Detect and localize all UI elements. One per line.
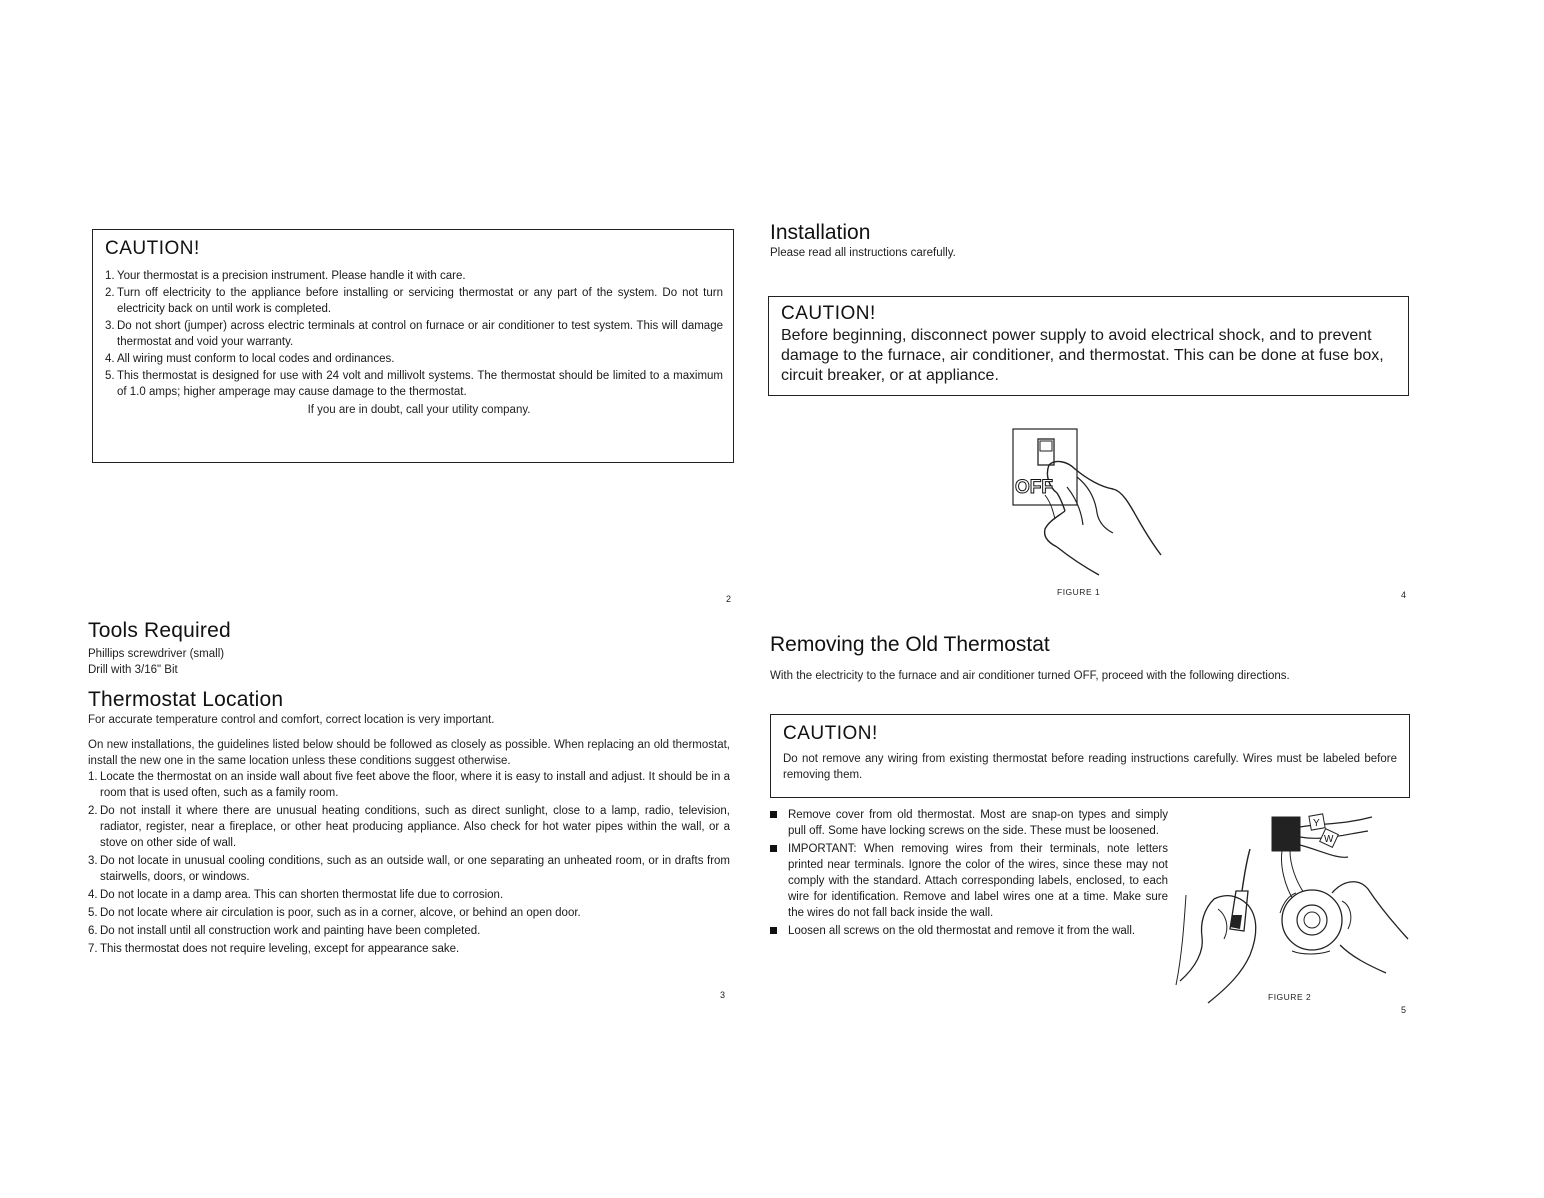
tool-item: Drill with 3/16" Bit	[88, 664, 178, 676]
removal-step	[770, 841, 1168, 921]
list-item	[105, 368, 723, 400]
removal-step-text: Remove cover from old thermostat. Most are snap-on types and simply pull off. Some have locking screws on the side. These must be loosened.	[788, 809, 1168, 837]
list-item-number: 1.	[105, 270, 115, 282]
list-item	[88, 803, 730, 851]
page4-caution-text: Before beginning, disconnect power supply to avoid electrical shock, and to prevent damage to the furnace, air conditioner, and thermostat. This can be done at fuse box, circuit breaker, or at appliance.	[781, 327, 1384, 384]
list-item-number: 1.	[88, 771, 98, 783]
page2-caution-title: CAUTION!	[105, 238, 200, 259]
list-item-text: Do not locate in unusual cooling conditions, such as an outside wall, or one separating an unheated room, or in drafts from stairwells, doors, or windows.	[100, 855, 730, 883]
list-item-text: Turn off electricity to the appliance before installing or servicing thermostat or any part of the system. Do not turn electricity back on until work is completed.	[117, 287, 723, 315]
page4-caution-title: CAUTION!	[781, 303, 876, 324]
wire-label-w-text: W	[1324, 834, 1334, 845]
list-item-number: 5.	[88, 907, 98, 919]
list-item-text: Your thermostat is a precision instrument. Please handle it with care.	[117, 270, 466, 282]
figure-2-caption: FIGURE 2	[1268, 992, 1312, 1002]
page5-caution-text: Do not remove any wiring from existing thermostat before reading instructions carefully. Wires must be labeled before removing them.	[783, 753, 1397, 781]
page4-number: 4	[1401, 590, 1407, 600]
list-item-number: 2.	[88, 805, 98, 817]
list-item	[105, 318, 723, 350]
page3-content	[88, 619, 730, 959]
list-item-text: This thermostat does not require leveling, except for appearance sake.	[100, 943, 460, 955]
tool-item: Phillips screwdriver (small)	[88, 648, 225, 660]
old-thermostat	[1282, 890, 1342, 950]
page2-doubt-note: If you are in doubt, call your utility company.	[307, 404, 531, 416]
list-item-number: 4.	[105, 353, 115, 365]
page5-caution-title: CAUTION!	[783, 723, 878, 744]
list-item	[88, 941, 730, 957]
page2-caution-box	[92, 229, 734, 463]
list-item-text: Do not locate in a damp area. This can shorten thermostat life due to corrosion.	[100, 889, 504, 901]
list-item	[105, 285, 723, 317]
list-item-number: 2.	[105, 287, 115, 299]
wire-label-y-text: Y	[1313, 818, 1320, 829]
figure-1-illustration	[1005, 425, 1175, 585]
list-item-number: 3.	[105, 320, 115, 332]
location-list	[88, 769, 730, 957]
list-item	[88, 853, 730, 885]
figure-1-caption: FIGURE 1	[1057, 587, 1101, 597]
screwdriver-icon	[1242, 849, 1250, 891]
list-item	[105, 351, 723, 367]
list-item-text: Locate the thermostat on an inside wall about five feet above the floor, where it is easy to install and adjust. It should be in a room that is used often, such as a family room.	[100, 771, 730, 799]
location-heading: Thermostat Location	[88, 688, 284, 711]
list-item-number: 6.	[88, 925, 98, 937]
location-intro: For accurate temperature control and comfort, correct location is very important.	[88, 714, 495, 726]
list-item-number: 3.	[88, 855, 98, 867]
switch-off-label: OFF	[1015, 477, 1053, 498]
list-item	[88, 769, 730, 801]
page5-caution-box	[770, 714, 1410, 798]
list-item-text: Do not install it where there are unusual heating conditions, such as direct sunlight, close to a lamp, radio, television, radiator, register, near a fireplace, or other heat producing appliance. Also check for hot water pipes within the wall, or a stove on other side of wall.	[100, 805, 730, 849]
removing-intro: With the electricity to the furnace and air conditioner turned OFF, proceed with the following directions.	[770, 670, 1290, 682]
list-item-number: 7.	[88, 943, 98, 955]
bullet-square-icon	[770, 811, 777, 818]
list-item	[88, 887, 730, 903]
page5-number: 5	[1401, 1005, 1407, 1015]
page2-caution-list	[105, 268, 723, 400]
list-item-number: 5.	[105, 370, 115, 382]
list-item-text: All wiring must conform to local codes and ordinances.	[117, 353, 395, 365]
list-item-number: 4.	[88, 889, 98, 901]
removal-step	[770, 807, 1168, 839]
installation-subtext: Please read all instructions carefully.	[770, 247, 956, 259]
list-item	[88, 905, 730, 921]
bullet-square-icon	[770, 927, 777, 934]
list-item-text: Do not short (jumper) across electric terminals at control on furnace or air conditioner to test system. This will damage thermostat and void your warranty.	[117, 320, 723, 348]
wall-box	[1272, 817, 1300, 851]
bullet-square-icon	[770, 845, 777, 852]
removing-heading: Removing the Old Thermostat	[770, 633, 1050, 656]
removal-steps	[770, 807, 1168, 941]
right-hand-icon	[1332, 882, 1408, 939]
removal-step-text: Loosen all screws on the old thermostat and remove it from the wall.	[788, 925, 1136, 937]
location-paragraph: On new installations, the guidelines listed below should be followed as closely as possible. When replacing an old thermostat, install the new one in the same location unless these conditions suggest otherwise.	[88, 739, 730, 767]
figure-2-illustration	[1172, 805, 1412, 1010]
list-item-text: This thermostat is designed for use with 24 volt and millivolt systems. The thermostat should be limited to a maximum of 1.0 amps; higher amperage may cause damage to the thermostat.	[117, 370, 723, 398]
page3-number: 3	[720, 990, 726, 1000]
page2-number: 2	[726, 594, 732, 604]
installation-heading: Installation	[770, 221, 871, 244]
removal-step-text: IMPORTANT: When removing wires from their terminals, note letters printed near terminals. Ignore the color of the wires, since these may not comply with the standard. Attach corresponding labels, enclosed, to each wire for identification. Remove and label wires one at a time. Make sure the wires do not fall back inside the wall.	[788, 843, 1168, 919]
list-item-text: Do not locate where air circulation is poor, such as in a corner, alcove, or behind an open door.	[100, 907, 581, 919]
list-item	[88, 923, 730, 939]
list-item-text: Do not install until all construction work and painting have been completed.	[100, 925, 481, 937]
page4-caution-box	[768, 296, 1409, 396]
left-hand-icon	[1208, 896, 1256, 1003]
removal-step	[770, 923, 1168, 939]
list-item	[105, 268, 723, 284]
tools-heading: Tools Required	[88, 619, 231, 642]
